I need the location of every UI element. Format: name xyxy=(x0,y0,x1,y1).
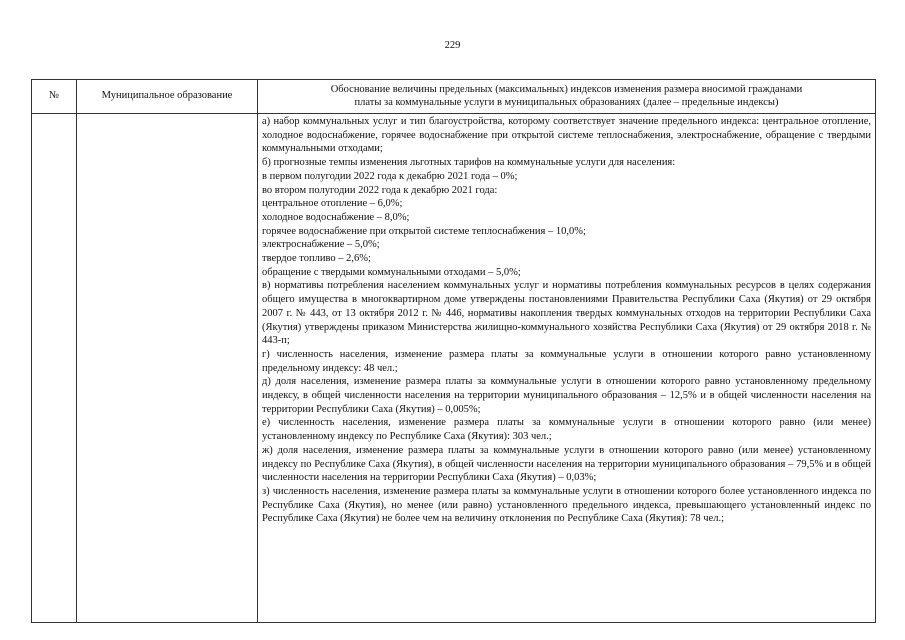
header-justification-line1: Обоснование величины предельных (максимальных) индексов изменения размера вносимой гражданами xyxy=(330,84,803,95)
justification-table xyxy=(31,79,876,623)
table-header-row xyxy=(32,80,876,114)
tariff-hot-water: горячее водоснабжение при открытой системе теплоснабжения – 10,0%; xyxy=(262,225,586,237)
paragraph-d: д) доля населения, изменение размера платы за коммунальные услуги в отношении которого равно установленному предельному индексу, в общей численности населения на территории муниципального образования – 12,5% и в общей численности населения на территории Республики Саха (Якутия) – 0,005%; xyxy=(262,376,871,415)
paragraph-first-half: в первом полугодии 2022 года к декабрю 2021 года – 0%; xyxy=(262,170,518,182)
paragraph-second-half: во втором полугодии 2022 года к декабрю 2021 года: xyxy=(262,184,498,196)
paragraph-g: г) численность населения, изменение размера платы за коммунальные услуги в отношении которого равно установленному предельному индексу: 48 чел.; xyxy=(262,348,871,374)
tariff-solid-fuel: твердое топливо – 2,6%; xyxy=(262,253,371,265)
header-justification xyxy=(258,80,876,114)
tariff-cold-water: холодное водоснабжение – 8,0%; xyxy=(262,211,410,223)
page-number: 229 xyxy=(444,40,461,51)
tariff-electricity: электроснабжение – 5,0%; xyxy=(262,239,380,251)
paragraph-z: з) численность населения, изменение размера платы за коммунальные услуги в отношении которого более установленного индекса по Республике Саха (Якутия), но менее (или равно) установленного предельного индекса, превышающего установленный индекс по Республике Саха (Якутия) не более чем на величину отклонения по Республике Саха (Якутия): 78 чел.; xyxy=(262,485,871,525)
header-justification-line2: платы за коммунальные услуги в муниципальных образованиях (далее – предельные индексы) xyxy=(354,96,779,108)
paragraph-v: в) нормативы потребления населением коммунальных услуг и нормативы потребления коммунальных ресурсов в целях содержания общего имущества в многоквартирном доме утверждены постановлениями Правительства Республики Саха (Якутия) от 29 октября 2007 г. № 443, от 13 октября 2012 г. № 446, нормативы накопления твердых коммунальных отходов на территории Республики Саха (Якутия) утверждены приказом Министерства жилищно-коммунального хозяйства Республики Саха (Якутия) от 29 октября 2018 г. № 443-п; xyxy=(262,280,871,347)
tariff-heating: центральное отопление – 6,0%; xyxy=(262,198,403,210)
header-number: № xyxy=(32,80,77,114)
paragraph-zh: ж) доля населения, изменение размера платы за коммунальные услуги в отношении которого равно (или менее) установленному индексу по Республике Саха (Якутия), в общей численности населения на территории муниципального образования – 79,5% и в общей численности населения на территории Республики Саха (Якутия) – 0,03%; xyxy=(262,444,871,484)
paragraph-a: а) набор коммунальных услуг и тип благоустройства, которому соответствует значение предельного индекса: центральное отопление, холодное водоснабжение, горячее водоснабжение при открытой системе теплоснабжения, электроснабжение, обращение с твердыми коммунальными отходами; xyxy=(262,116,871,155)
tariff-waste: обращение с твердыми коммунальными отходами – 5,0%; xyxy=(262,266,521,278)
header-municipality: Муниципальное образование xyxy=(77,80,258,114)
cell-number xyxy=(32,114,77,623)
paragraph-b: б) прогнозные темпы изменения льготных тарифов на коммунальные услуги для населения: xyxy=(262,157,676,169)
paragraph-e: е) численность населения, изменение размера платы за коммунальные услуги в отношении которого равно (или менее) установленному индексу по Республике Саха (Якутия): 303 чел.; xyxy=(262,417,871,443)
table-row xyxy=(32,114,876,623)
cell-municipality xyxy=(77,114,258,623)
cell-justification xyxy=(258,114,876,623)
